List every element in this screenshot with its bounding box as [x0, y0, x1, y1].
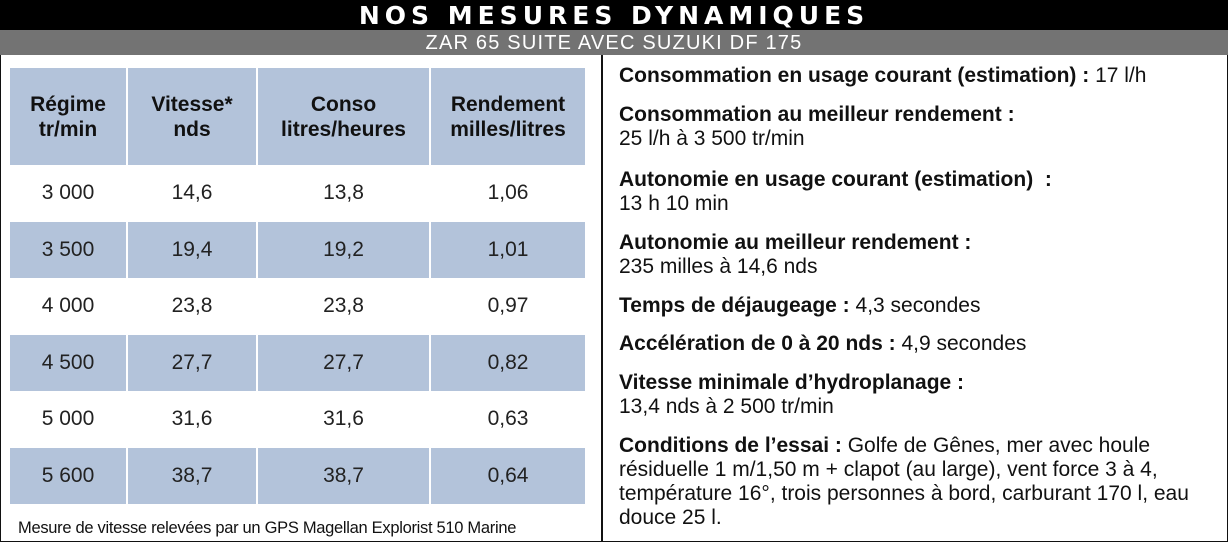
- cell-regime: 5 000: [10, 391, 127, 448]
- cell-conso: 13,8: [257, 165, 430, 222]
- header-rendement: Rendement milles/litres: [430, 68, 585, 165]
- cell-vitesse: 38,7: [127, 448, 257, 505]
- spec-label: Autonomie en usage courant (estimation) :: [619, 168, 1052, 191]
- spec-label: Consommation au meilleur rendement :: [619, 103, 1015, 126]
- cell-regime: 4 500: [10, 335, 127, 392]
- page-subtitle: ZAR 65 SUITE AVEC SUZUKI DF 175: [0, 30, 1228, 55]
- table-row: [10, 448, 585, 505]
- spec-label: Vitesse minimale d’hydroplanage :: [619, 371, 965, 394]
- spec-item: [619, 371, 964, 419]
- spec-value: 13,4 nds à 2 500 tr/min: [619, 395, 834, 418]
- cell-rendement: 0,82: [430, 335, 585, 392]
- table-row: [10, 335, 585, 392]
- cell-regime: 4 000: [10, 278, 127, 335]
- spec-value: 25 l/h à 3 500 tr/min: [619, 127, 805, 150]
- header-regime: Régime tr/min: [10, 68, 127, 165]
- cell-vitesse: 14,6: [127, 165, 257, 222]
- cell-regime: 5 600: [10, 448, 127, 505]
- spec-label: Consommation en usage courant (estimation) :: [619, 64, 1090, 87]
- table-row: [10, 391, 585, 448]
- spec-label: Temps de déjaugeage :: [619, 294, 850, 317]
- spec-item: [619, 103, 1015, 151]
- spec-value: Golfe de Gênes, mer avec houle résiduelle 1 m/1,50 m + clapot (au large), vent force 3 à 4, température 16°, trois personnes à bord, carburant 170 l, eau douce 25 l.: [619, 434, 1189, 529]
- spec-value: 13 h 10 min: [619, 192, 729, 215]
- page-title: NOS MESURES DYNAMIQUES: [0, 0, 1228, 30]
- spec-value: 17 l/h: [1095, 64, 1147, 87]
- spec-value: 4,3 secondes: [855, 294, 981, 317]
- spec-label: Autonomie au meilleur rendement :: [619, 231, 972, 254]
- cell-vitesse: 23,8: [127, 278, 257, 335]
- header-vitesse: Vitesse* nds: [127, 68, 257, 165]
- cell-conso: 38,7: [257, 448, 430, 505]
- spec-value: 235 milles à 14,6 nds: [619, 255, 818, 278]
- spec-label: Conditions de l’essai :: [619, 434, 842, 457]
- spec-label: Accélération de 0 à 20 nds :: [619, 332, 896, 355]
- cell-conso: 27,7: [257, 335, 430, 392]
- cell-rendement: 1,06: [487, 181, 529, 205]
- cell-regime: 3 000: [10, 165, 127, 222]
- spec-value: 4,9 secondes: [901, 332, 1027, 355]
- cell-conso: 31,6: [257, 391, 430, 448]
- cell-regime: 3 500: [10, 222, 127, 279]
- table-row: [10, 165, 585, 222]
- cell-rendement: 1,01: [430, 222, 585, 279]
- cell-vitesse: 19,4: [127, 222, 257, 279]
- cell-conso: 19,2: [257, 222, 430, 279]
- spec-item: [619, 332, 1026, 356]
- header-conso: Conso litres/heures: [257, 68, 430, 165]
- spec-item: [619, 231, 971, 279]
- cell-rendement: 0,97: [487, 294, 529, 318]
- table-row: [10, 222, 585, 279]
- cell-rendement: 0,64: [430, 448, 585, 505]
- cell-rendement: 0,63: [487, 407, 529, 431]
- cell-vitesse: 27,7: [127, 335, 257, 392]
- spec-item: [619, 434, 1209, 530]
- measurements-table: [10, 68, 585, 504]
- cell-vitesse: 31,6: [127, 391, 257, 448]
- spec-item: [619, 168, 1052, 216]
- cell-conso: 23,8: [257, 278, 430, 335]
- table-footnote: Mesure de vitesse relevées par un GPS Magellan Explorist 510 Marine: [18, 519, 517, 537]
- table-row: [10, 278, 585, 335]
- spec-item: [619, 64, 1146, 88]
- spec-item: [619, 294, 980, 318]
- column-divider: [601, 55, 603, 542]
- table-header-row: [10, 68, 585, 165]
